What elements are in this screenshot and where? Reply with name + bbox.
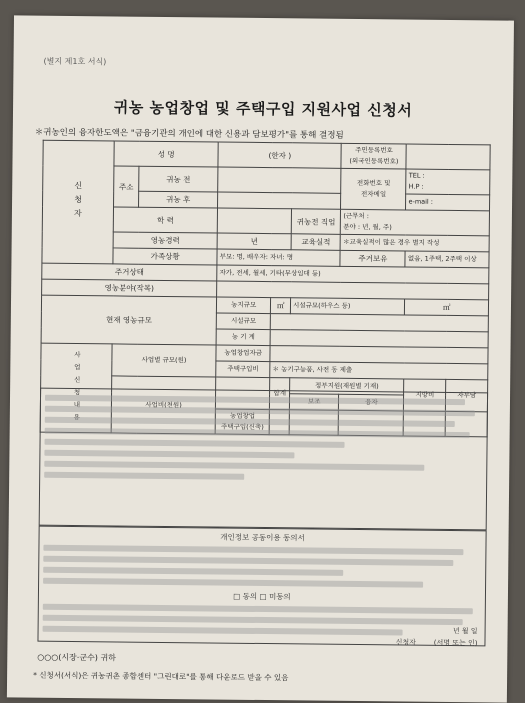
sign-seal[interactable]: (서명 또는 인) bbox=[433, 638, 478, 648]
house-fund-note: ＊ 농기구능품, 사전 동 제출 bbox=[270, 362, 488, 380]
footer-note: * 신청서(서식)은 귀농귀촌 종합센터 "그린대로"를 통해 다운로드 받을 수 있음 bbox=[33, 670, 289, 683]
housing-field[interactable]: 없음, 1주택, 2주택 이상 bbox=[405, 251, 489, 268]
subsidy-header: 보조 bbox=[289, 394, 338, 411]
education-field[interactable] bbox=[217, 208, 291, 234]
name-field[interactable]: (한자 ) bbox=[218, 142, 341, 168]
address-after-field[interactable] bbox=[218, 192, 341, 209]
total-header: 합계 bbox=[270, 378, 290, 410]
startup-fund-label: 농업창업자금 bbox=[216, 345, 270, 362]
tel-field[interactable]: TEL : H.P : bbox=[406, 169, 490, 195]
land-size-label: 농지규모 bbox=[217, 297, 271, 314]
loan-limit-notice: ＊귀농인의 융자한도액은 "금융기관의 개인에 대한 신용과 담보평가"를 통해 결정됨 bbox=[34, 127, 344, 141]
job-label: 귀농전 직업 bbox=[291, 209, 341, 235]
email-field[interactable]: e-mail : bbox=[406, 194, 490, 211]
cost-label: 사업비(천원) bbox=[111, 376, 216, 434]
applicant-section-label: 신청자 bbox=[42, 140, 114, 264]
sign-applicant-label: 신청자 bbox=[395, 638, 416, 647]
farming-career-label: 영농경력 bbox=[113, 232, 217, 249]
farm-area-label: 영농분야(작목) bbox=[42, 279, 217, 297]
facility-size-label: 시설규모(하우스 등) bbox=[290, 298, 404, 315]
job-field[interactable]: (근무처 : 분야 : 년, 월, 주) bbox=[341, 209, 490, 236]
addressee: ○○○(시장·군수) 귀하 bbox=[37, 652, 116, 663]
farming-career-field[interactable]: 년 bbox=[217, 233, 291, 250]
land-size-field[interactable]: ㎡ bbox=[271, 298, 291, 314]
home-status-field[interactable]: 자가, 전세, 월세, 기타(무상임대 등) bbox=[217, 265, 489, 284]
facility-label-2: 시설규모 bbox=[216, 313, 270, 330]
sign-date[interactable]: 년 월 일 bbox=[452, 627, 478, 636]
contact-label: 전화번호 및 전자메일 bbox=[341, 168, 406, 210]
address-before-label: 귀농 전 bbox=[139, 166, 218, 192]
education-label: 학 력 bbox=[113, 207, 217, 233]
consent-checkbox[interactable]: □ 동의 □ 미동의 bbox=[233, 591, 291, 602]
support-header: 정부지원(재원별 기재) bbox=[290, 378, 404, 395]
form-title: 귀농 농업창업 및 주택구입 지원사업 신청서 bbox=[113, 98, 413, 120]
family-field[interactable]: 부모: 명, 배우자: 자녀: 명 bbox=[217, 249, 340, 266]
family-label: 가족상황 bbox=[113, 248, 217, 265]
legal-notice-section bbox=[39, 388, 488, 531]
home-status-label: 주거상태 bbox=[42, 263, 217, 281]
address-after-label: 귀농 후 bbox=[139, 191, 218, 208]
education-record-note: ＊교육실적이 많은 경우 별지 작성 bbox=[340, 234, 489, 252]
machinery-label: 농 기 계 bbox=[216, 329, 270, 346]
address-label: 주소 bbox=[114, 166, 139, 207]
farm-scale-label: 현재 영농규모 bbox=[41, 295, 217, 345]
rrn-field[interactable] bbox=[406, 144, 490, 170]
facility-size-field[interactable]: ㎡ bbox=[405, 299, 489, 316]
loan-header: 융자 bbox=[339, 394, 404, 411]
plan-section-label: 사업신청내용 bbox=[40, 343, 112, 433]
address-before-field[interactable] bbox=[218, 167, 341, 193]
local-header: 지방비 bbox=[404, 379, 446, 411]
consent-heading: 개인정보 공동이용 동의서 bbox=[220, 532, 305, 543]
application-form-sheet bbox=[7, 15, 514, 702]
notice-quoted: 금융기관의 개인에 대한 신용과 담보평가 bbox=[134, 128, 286, 141]
housing-label: 주거보유 bbox=[340, 250, 405, 267]
signature-block bbox=[396, 625, 478, 648]
form-number: (별지 제1호 서식) bbox=[43, 56, 107, 67]
rrn-label: 주민등록번호 (외국인등록번호) bbox=[341, 143, 406, 169]
house-fund-label: 주택구입비 bbox=[216, 361, 270, 378]
plan-type-label: 사업별 규모(원) bbox=[112, 344, 217, 377]
plan-rows: 농업창업 주택구입(신축) bbox=[215, 409, 269, 435]
education-record-label: 교육실적 bbox=[291, 234, 340, 251]
self-header: 자부담 bbox=[446, 379, 488, 411]
name-label: 성 명 bbox=[114, 141, 218, 167]
